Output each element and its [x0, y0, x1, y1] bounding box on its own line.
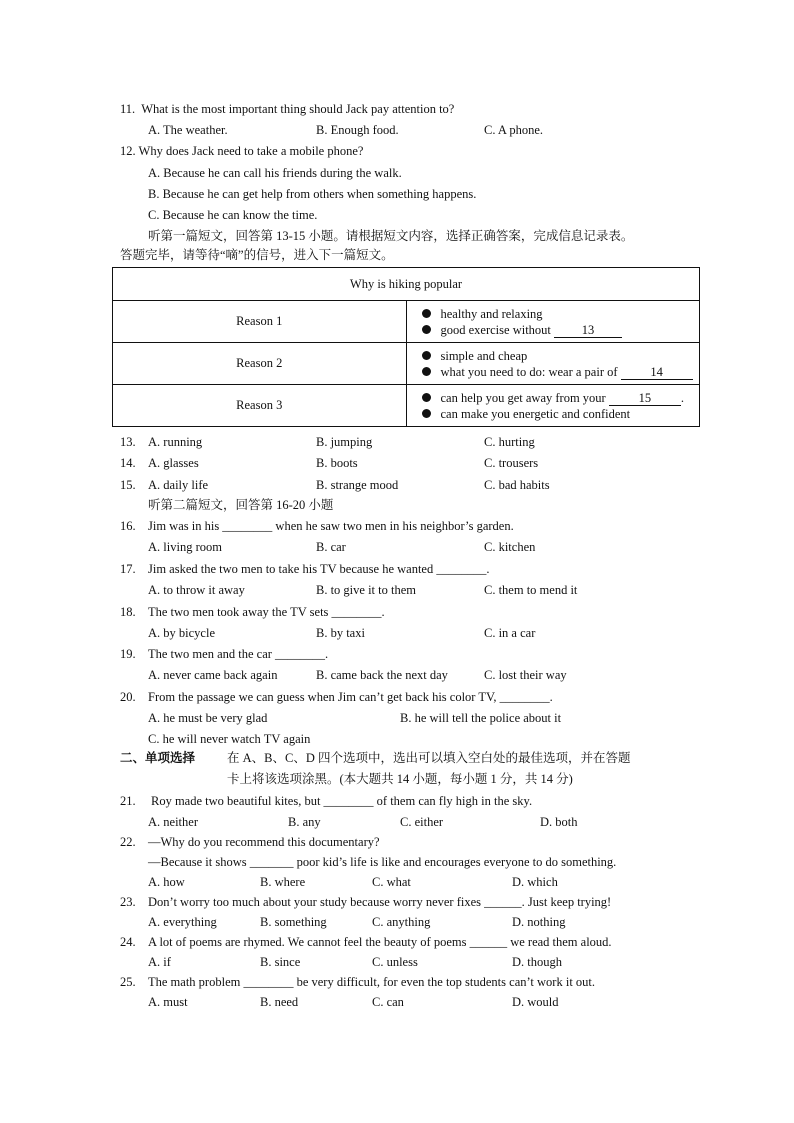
option-c: C. can	[372, 995, 404, 1009]
option-b: B. Enough food.	[316, 123, 399, 137]
question-number: 16.	[120, 519, 136, 533]
option-d: D. would	[512, 995, 559, 1009]
option-c: C. kitchen	[484, 540, 536, 554]
question-text-reply: —Because it shows _______ poor kid’s life is like and encourages everyone to do something.	[148, 855, 617, 869]
question-text: A lot of poems are rhymed. We cannot feel the beauty of poems ______ we read them aloud.	[148, 935, 612, 949]
option-d: D. though	[512, 955, 562, 969]
table-row	[113, 385, 700, 427]
option-c: C. A phone.	[484, 123, 544, 137]
option-b: B. since	[260, 955, 301, 969]
option-a: A. if	[148, 955, 171, 969]
option-b: B. something	[260, 915, 327, 929]
question-number: 18.	[120, 605, 136, 619]
table-row	[113, 343, 700, 385]
question-number: 17.	[120, 562, 136, 576]
option-c: C. hurting	[484, 435, 535, 449]
option-b: B. car	[316, 540, 346, 554]
option-c: C. Because he can know the time.	[148, 208, 318, 222]
option-a: A. how	[148, 875, 185, 889]
option-b: B. need	[260, 995, 299, 1009]
option-a: A. living room	[148, 540, 222, 554]
question-text: The two men and the car ________.	[148, 647, 329, 661]
bullet-point: what you need to do: wear a pair of 14	[441, 364, 700, 380]
question-text: From the passage we can guess when Jim can’t get back his color TV, ________.	[148, 690, 553, 704]
option-a: A. never came back again	[148, 668, 278, 682]
reason-label: Reason 2	[113, 343, 407, 385]
question-number: 24.	[120, 935, 136, 949]
bullet-icon	[422, 393, 431, 402]
instruction-passage-1-cont: 答题完毕，请等待“嘀”的信号，进入下一篇短文。	[120, 248, 394, 262]
question-text: Jim asked the two men to take his TV because he wanted ________.	[148, 562, 490, 576]
option-d: D. which	[512, 875, 558, 889]
option-a: A. daily life	[148, 478, 209, 492]
section-instruction: 在 A、B、C、D 四个选项中，选出可以填入空白处的最佳选项，并在答题	[227, 751, 631, 765]
option-c: C. what	[372, 875, 411, 889]
option-a: A. he must be very glad	[148, 711, 268, 725]
answer-blank: 13	[554, 323, 622, 338]
option-a: A. running	[148, 435, 203, 449]
option-c: C. he will never watch TV again	[148, 732, 311, 746]
question-number: 22.	[120, 835, 136, 849]
bullet-point: can help you get away from your 15 .	[441, 390, 700, 406]
section-heading: 二、单项选择	[120, 751, 196, 765]
bullet-point: simple and cheap	[441, 348, 700, 364]
option-b: B. came back the next day	[316, 668, 448, 682]
info-record-table	[112, 267, 700, 427]
option-c: C. them to mend it	[484, 583, 578, 597]
bullet-point: good exercise without 13	[441, 322, 700, 338]
option-a: A. to throw it away	[148, 583, 245, 597]
question-number: 19.	[120, 647, 136, 661]
question-number: 23.	[120, 895, 136, 909]
question-text: The two men took away the TV sets ________.	[148, 605, 385, 619]
option-c: C. in a car	[484, 626, 536, 640]
table-title: Why is hiking popular	[113, 268, 700, 301]
answer-blank: 15	[609, 391, 681, 406]
option-b: B. Because he can get help from others when something happens.	[148, 187, 477, 201]
bullet-icon	[422, 409, 431, 418]
instruction-passage-2: 听第二篇短文，回答第 16-20 小题	[148, 498, 334, 512]
option-b: B. by taxi	[316, 626, 365, 640]
option-b: B. jumping	[316, 435, 373, 449]
option-c: C. either	[400, 815, 444, 829]
question-number: 15.	[120, 478, 136, 492]
option-a: A. The weather.	[148, 123, 228, 137]
option-a: A. by bicycle	[148, 626, 215, 640]
option-a: A. must	[148, 995, 188, 1009]
question-number: 12.	[120, 144, 136, 158]
option-a: A. glasses	[148, 456, 199, 470]
question-number: 21.	[120, 794, 136, 808]
question-number: 20.	[120, 690, 136, 704]
table-row	[113, 301, 700, 343]
question-12	[120, 143, 363, 159]
answer-blank: 14	[621, 365, 693, 380]
bullet-icon	[422, 367, 431, 376]
question-number: 14.	[120, 456, 136, 470]
option-b: B. any	[288, 815, 321, 829]
question-number: 13.	[120, 435, 136, 449]
bullet-point: healthy and relaxing	[441, 306, 700, 322]
question-text: Don’t worry too much about your study because worry never fixes ______. Just keep trying!	[148, 895, 612, 909]
option-c: C. lost their way	[484, 668, 567, 682]
option-b: B. strange mood	[316, 478, 399, 492]
bullet-point: can make you energetic and confident	[441, 406, 700, 422]
option-c: C. trousers	[484, 456, 539, 470]
option-b: B. he will tell the police about it	[400, 711, 562, 725]
option-c: C. bad habits	[484, 478, 550, 492]
reason-label: Reason 1	[113, 301, 407, 343]
option-a: A. neither	[148, 815, 198, 829]
instruction-passage-1: 听第一篇短文，回答第 13-15 小题。请根据短文内容，选择正确答案，完成信息记录表。	[148, 229, 634, 243]
option-b: B. where	[260, 875, 306, 889]
question-number: 11.	[120, 102, 136, 116]
option-d: D. both	[540, 815, 578, 829]
option-c: C. anything	[372, 915, 431, 929]
bullet-icon	[422, 325, 431, 334]
question-text: Why does Jack need to take a mobile phone?	[138, 144, 364, 158]
question-text: —Why do you recommend this documentary?	[148, 835, 380, 849]
option-b: B. boots	[316, 456, 358, 470]
option-b: B. to give it to them	[316, 583, 416, 597]
question-text: The math problem ________ be very difficult, for even the top students can’t work it out.	[148, 975, 596, 989]
question-text: Roy made two beautiful kites, but ________ of them can fly high in the sky.	[151, 794, 533, 808]
bullet-icon	[422, 351, 431, 360]
reason-label: Reason 3	[113, 385, 407, 427]
option-a: A. everything	[148, 915, 217, 929]
option-a: A. Because he can call his friends during the walk.	[148, 166, 402, 180]
question-text: Jim was in his ________ when he saw two men in his neighbor’s garden.	[148, 519, 514, 533]
option-c: C. unless	[372, 955, 418, 969]
bullet-icon	[422, 309, 431, 318]
question-11	[120, 101, 454, 117]
question-number: 25.	[120, 975, 136, 989]
option-d: D. nothing	[512, 915, 566, 929]
question-text: What is the most important thing should Jack pay attention to?	[141, 102, 455, 116]
section-instruction-cont: 卡上将该选项涂黑。(本大题共 14 小题，每小题 1 分，共 14 分)	[227, 772, 573, 786]
